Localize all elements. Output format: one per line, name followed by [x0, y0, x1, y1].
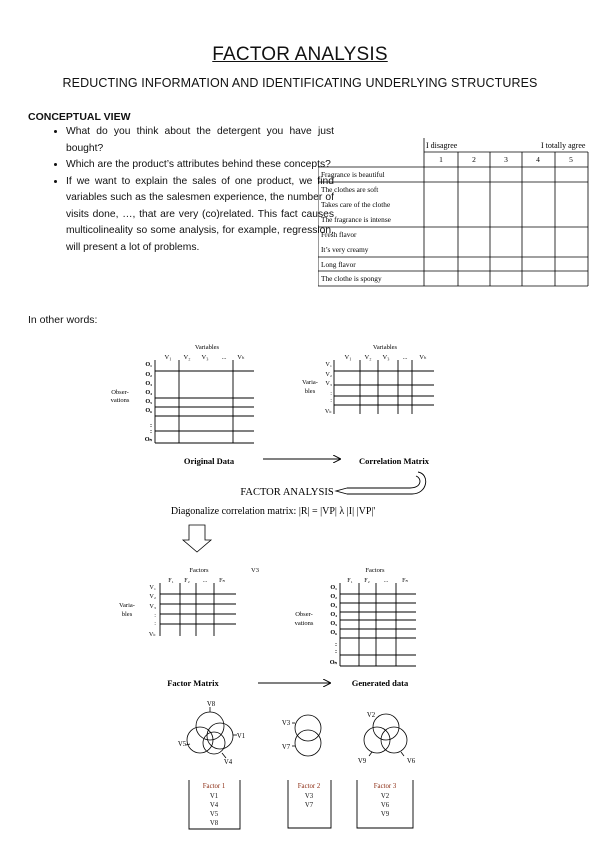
matrix-col-label: ...: [402, 354, 408, 361]
matrix-header: Factors: [189, 567, 209, 574]
matrix-row-label: O₃: [330, 602, 337, 609]
venn-factor-1: [186, 707, 237, 758]
matrix-side-label: Varia-: [302, 379, 318, 386]
bullet-item: • Which are the product’s attributes behind these concepts?: [66, 157, 334, 174]
matrix-row-label: :: [149, 422, 152, 429]
survey-row-label: Fragrance is beautiful: [321, 170, 385, 179]
original-data-matrix: [111, 344, 254, 466]
matrix-header: Variables: [372, 344, 398, 351]
venn-label: V5: [177, 741, 187, 748]
factor-box-item: V1: [209, 793, 219, 800]
matrix-row-label: O₅: [330, 620, 337, 627]
matrix-row-label: :: [154, 620, 156, 627]
matrix-row-label: V₂: [149, 593, 156, 600]
survey-row-label: Fresh flavor: [321, 230, 357, 239]
matrix-row-label: V₂: [325, 371, 332, 378]
matrix-row-label: :: [330, 397, 332, 404]
bullet-list: [40, 124, 334, 256]
matrix-header: Factors: [365, 567, 385, 574]
in-other-words-label: In other words:: [28, 314, 98, 326]
factor-analysis-diagram: [0, 330, 600, 848]
matrix-row-label: O₅: [145, 398, 152, 405]
matrix-row-label: :: [149, 428, 152, 435]
matrix-row-label: V₁: [325, 361, 332, 368]
scale-col: 2: [472, 155, 476, 164]
survey-row-label: Long flavor: [321, 260, 356, 269]
matrix-extra-label: V3: [251, 567, 259, 574]
factor-box-item: V8: [209, 820, 219, 827]
matrix-col-label: ...: [202, 578, 208, 584]
matrix-row-label: V₃: [149, 603, 156, 610]
factor-matrix: [119, 567, 259, 688]
matrix-row-label: :: [334, 641, 337, 648]
matrix-side-label: bles: [304, 388, 316, 395]
factor-box-title: Factor 2: [297, 783, 321, 790]
page-title: FACTOR ANALYSIS: [212, 44, 388, 65]
matrix-row-label: O₁: [145, 361, 152, 368]
page-subtitle: REDUCTING INFORMATION AND IDENTIFICATING UNDERLYING STRUCTURES: [62, 76, 538, 90]
matrix-caption: Factor Matrix: [167, 678, 219, 688]
matrix-row-label: :: [334, 648, 337, 655]
survey-row-label: The fragrance is intense: [321, 215, 391, 224]
survey-row-label: The clothe is spongy: [321, 274, 382, 283]
matrix-col-label: V₁: [344, 354, 352, 361]
survey-table: [318, 138, 590, 288]
matrix-row-label: O₁: [330, 584, 337, 591]
scale-col: 4: [536, 155, 540, 164]
matrix-row-label: V₃: [325, 380, 332, 387]
matrix-col-label: Fₙ: [402, 578, 408, 584]
bullet-item: • What do you think about the detergent you have just bought?: [66, 124, 334, 157]
correlation-matrix: [302, 344, 434, 466]
matrix-caption: Generated data: [351, 678, 409, 688]
matrix-side-label: Obser-: [295, 611, 313, 618]
venn-label: V8: [206, 701, 216, 708]
survey-row-label: The clothes are soft: [321, 185, 379, 194]
matrix-col-label: Fₙ: [219, 578, 225, 584]
matrix-side-label: bles: [121, 611, 133, 618]
matrix-row-label: O₄: [145, 389, 152, 396]
venn-factor-2: [292, 715, 321, 756]
venn-label: V2: [366, 712, 376, 719]
matrix-col-label: V₁: [164, 354, 172, 361]
generated-data-matrix: [295, 567, 416, 688]
scale-right-label: I totally agree: [541, 141, 586, 150]
venn-label: V3: [281, 720, 291, 727]
matrix-row-label: O₄: [330, 611, 337, 618]
matrix-col-label: V₂: [183, 354, 191, 361]
factor-analysis-label: FACTOR ANALYSIS: [240, 487, 334, 498]
scale-col: 5: [569, 155, 573, 164]
venn-factor-3: [364, 714, 407, 756]
factor-box-item: V9: [380, 811, 390, 818]
matrix-col-label: F₁: [168, 578, 174, 584]
venn-label: V1: [236, 733, 246, 740]
matrix-col-label: Vₖ: [237, 354, 245, 361]
venn-label: V6: [406, 758, 416, 765]
scale-col: 1: [439, 155, 443, 164]
matrix-col-label: F₂: [184, 578, 190, 584]
matrix-row-label: O₆: [330, 629, 337, 636]
matrix-col-label: ...: [221, 354, 227, 361]
venn-label: V4: [223, 759, 233, 766]
down-arrow: [183, 525, 211, 552]
survey-row-label: It’s very creamy: [321, 245, 369, 254]
scale-col: 3: [504, 155, 508, 164]
matrix-row-label: :: [154, 612, 156, 619]
factor-box-item: V2: [380, 793, 390, 800]
factor-box-item: V3: [304, 793, 314, 800]
matrix-row-label: O₃: [145, 380, 152, 387]
matrix-header: Variables: [194, 344, 220, 351]
bullet-item: • If we want to explain the sales of one product, we find variables such as the salesmen experience, the number of visits done, …, that are very (co)related. This fact causes multicolineality so some analysis, for example, regression, will present a lot of problems.: [66, 174, 334, 257]
matrix-side-label: Obser-: [111, 389, 129, 396]
factor-box-title: Factor 3: [373, 783, 397, 790]
matrix-caption: Original Data: [183, 456, 235, 466]
matrix-row-label: Oₙ: [144, 436, 152, 443]
diagonalize-formula: Diagonalize correlation matrix: |R| = |VP| λ |I| |VP|': [170, 506, 376, 517]
matrix-row-label: O₂: [330, 593, 337, 600]
matrix-col-label: V₂: [364, 354, 372, 361]
factor-box-item: V7: [304, 802, 314, 809]
matrix-col-label: F₁: [347, 578, 353, 584]
section-heading: CONCEPTUAL VIEW: [28, 111, 131, 123]
matrix-col-label: Vₖ: [419, 354, 427, 361]
factor-box-title: Factor 1: [202, 783, 226, 790]
factor-box-item: V6: [380, 802, 390, 809]
return-arrow: [336, 472, 426, 494]
matrix-row-label: O₆: [145, 407, 152, 414]
venn-label: V7: [281, 744, 291, 751]
matrix-side-label: vations: [294, 620, 314, 627]
venn-label: V9: [357, 758, 367, 765]
matrix-row-label: Oₙ: [329, 659, 337, 666]
matrix-col-label: F₂: [364, 578, 370, 584]
matrix-side-label: vations: [110, 397, 130, 404]
matrix-col-label: ...: [383, 578, 389, 584]
matrix-row-label: :: [330, 390, 332, 397]
matrix-col-label: V₃: [382, 354, 390, 361]
factor-box-item: V4: [209, 802, 219, 809]
matrix-row-label: Vₖ: [148, 631, 156, 638]
matrix-row-label: O₂: [145, 371, 152, 378]
factor-box-item: V5: [209, 811, 219, 818]
scale-left-label: I disagree: [426, 141, 458, 150]
matrix-row-label: V₁: [149, 584, 156, 591]
matrix-caption: Correlation Matrix: [359, 456, 429, 466]
matrix-col-label: V₃: [201, 354, 209, 361]
matrix-row-label: Vₖ: [324, 408, 332, 415]
survey-row-label: Takes care of the clothe: [321, 200, 391, 209]
matrix-side-label: Varia-: [119, 602, 135, 609]
